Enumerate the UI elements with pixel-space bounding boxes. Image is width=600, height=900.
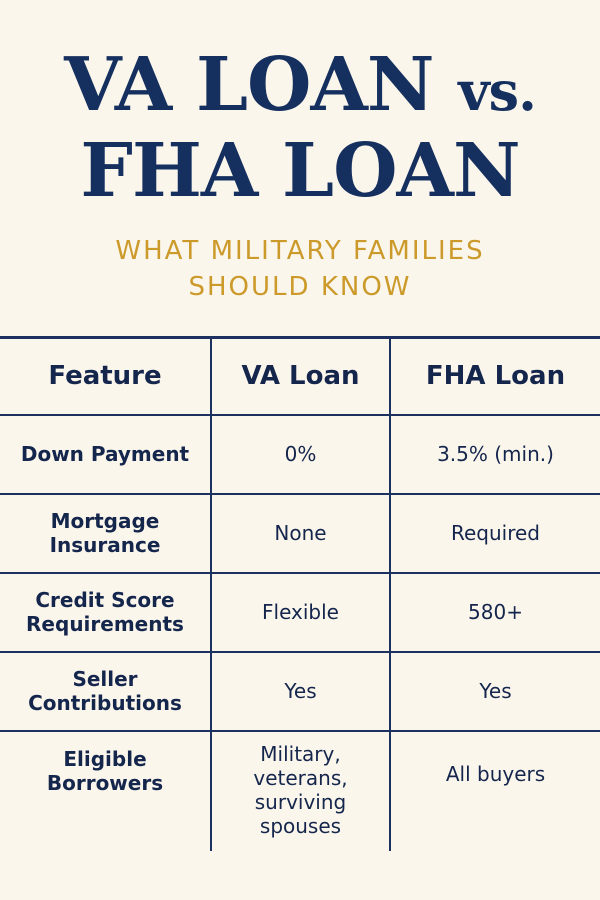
page-title-line-1 (0, 42, 600, 128)
feature-cell: Eligible Borrowers (0, 731, 211, 851)
fha-loan-cell: 3.5% (min.) (390, 415, 600, 494)
comparison-table-container (0, 336, 600, 851)
feature-cell: Mortgage Insurance (0, 494, 211, 573)
title-vs: vs. (458, 59, 536, 123)
fha-loan-cell: Required (390, 494, 600, 573)
table-row (0, 652, 600, 731)
fha-loan-cell: Yes (390, 652, 600, 731)
subtitle-line-2: SHOULD KNOW (188, 272, 412, 302)
va-loan-cell: Yes (211, 652, 390, 731)
fha-loan-cell: 580+ (390, 573, 600, 652)
va-loan-cell: 0% (211, 415, 390, 494)
subtitle-line-1: WHAT MILITARY FAMILIES (115, 236, 485, 266)
feature-cell: Seller Contributions (0, 652, 211, 731)
feature-cell: Credit Score Requirements (0, 573, 211, 652)
page-title-line-2: FHA LOAN (80, 128, 520, 214)
table-row (0, 573, 600, 652)
va-loan-cell: None (211, 494, 390, 573)
va-loan-cell: Flexible (211, 573, 390, 652)
va-loan-cell: Military, veterans, surviving spouses (211, 731, 390, 851)
header-feature: Feature (0, 338, 211, 415)
header-va-loan: VA Loan (211, 338, 390, 415)
table-row (0, 494, 600, 573)
header-fha-loan: FHA Loan (390, 338, 600, 415)
feature-cell: Down Payment (0, 415, 211, 494)
fha-loan-cell: All buyers (390, 731, 600, 851)
title-va-loan: VA LOAN (64, 42, 434, 128)
table-header-row (0, 338, 600, 415)
table-row (0, 731, 600, 851)
table-row (0, 415, 600, 494)
comparison-table (0, 336, 600, 851)
